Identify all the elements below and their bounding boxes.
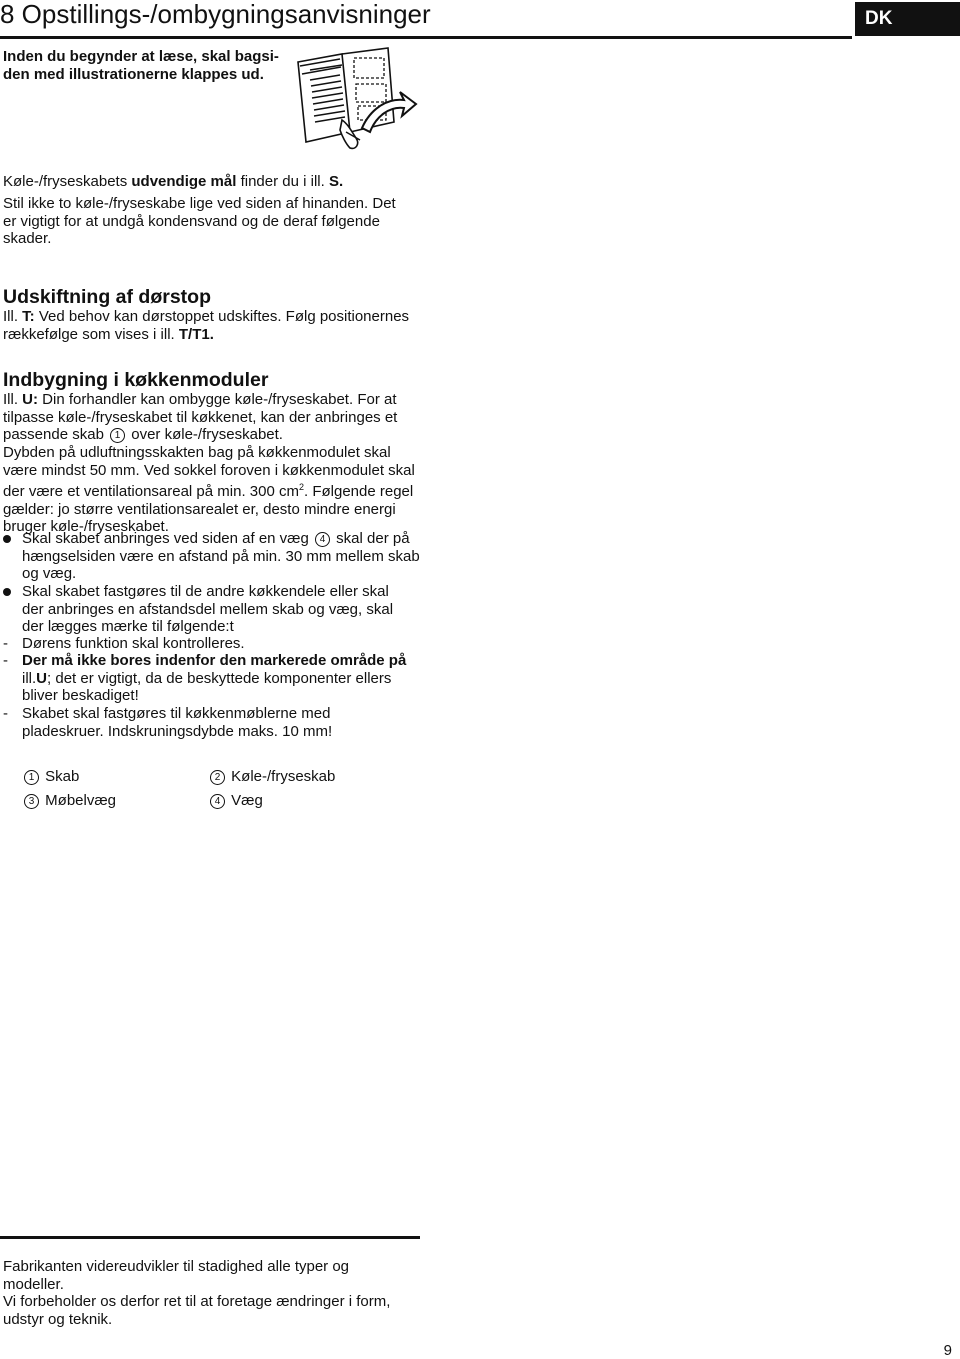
language-badge: DK xyxy=(855,2,960,36)
footer-note-2: Vi forbeholder os derfor ret til at foretage ændringer i form, udstyr og teknik. xyxy=(3,1293,391,1328)
dash-marker: - xyxy=(3,635,8,652)
legend-item-4: 4 Væg xyxy=(208,792,263,810)
install-paragraph: Ill. U: Din forhandler kan ombygge køle-/fryseskabet. For at tilpasse køle-/fryseskabet til køkkenet, kan der anbringes et passende skab 1 over køle-/fryseskabet. xyxy=(3,391,398,443)
intro-note: Inden du begynder at læse, skal bagsi- den med illustrationerne klappes ud. xyxy=(3,48,279,83)
page-title: 8 Opstillings-/ombygningsanvisninger xyxy=(0,0,431,29)
footer-note-1: Fabrikanten videreudvikler til stadighed alle typer og modeller. xyxy=(3,1258,350,1293)
open-booklet-illustration xyxy=(290,40,430,160)
footer-rule xyxy=(0,1236,420,1239)
bullet-wall-distance: Skal skabet anbringes ved siden af en væg 4 skal der på hængselsiden være en afstand på min. 30 mm mellem skab og væg. xyxy=(22,530,420,582)
callout-4: 4 xyxy=(315,532,330,547)
dash-door-function: Dørens funktion skal kontrolleres. xyxy=(22,635,245,652)
callout-1: 1 xyxy=(110,428,125,443)
header-rule xyxy=(0,36,852,39)
legend-item-1: 1 Skab xyxy=(22,768,79,786)
dash-screws: Skabet skal fastgøres til køkkenmøblerne med pladeskruer. Indskruningsdybde maks. 10 mm! xyxy=(22,705,333,740)
ventilation-paragraph: Dybden på udluftningsskakten bag på køkkenmodulet skal være mindst 50 mm. Ved sokkel foroven i køkkenmodulet skal der være et ventilationsareal på min. 300 $cm^2$. Følgende regel gælder: jo større ventilationsarealet er, desto mindre energi bruger køle-/fryseskabet. xyxy=(3,444,415,535)
dash-marker: - xyxy=(3,652,8,669)
bullet-icon xyxy=(3,588,11,596)
bullet-icon xyxy=(3,535,11,543)
dimensions-paragraph: Køle-/fryseskabets udvendige mål finder du i ill. S. xyxy=(3,173,344,190)
spacing-paragraph: Stil ikke to køle-/fryseskabe lige ved siden af hinanden. Det er vigtigt for at undgå kondensvand og de deraf følgende skader. xyxy=(3,195,396,247)
bullet-fastening: Skal skabet fastgøres til de andre køkkendele eller skal der anbringes en afstandsdel mellem skab og væg, skal der lægges mærke til følgende:t xyxy=(22,583,394,635)
legend-item-3: 3 Møbelvæg xyxy=(22,792,116,810)
doorstop-paragraph: Ill. T: Ved behov kan dørstoppet udskiftes. Følg positionernes rækkefølge som vises i ill. T/T1. xyxy=(3,308,410,343)
install-heading: Indbygning i køkkenmoduler xyxy=(3,369,269,391)
dash-no-drilling: Der må ikke bores indenfor den markerede område på ill.U; det er vigtigt, da de beskyttede komponenter ellers bliver beskadiget! xyxy=(22,652,407,704)
legend-item-2: 2 Køle-/fryseskab xyxy=(208,768,335,786)
dash-marker: - xyxy=(3,705,8,722)
page-number: 9 xyxy=(943,1342,952,1359)
doorstop-heading: Udskiftning af dørstop xyxy=(3,286,211,308)
